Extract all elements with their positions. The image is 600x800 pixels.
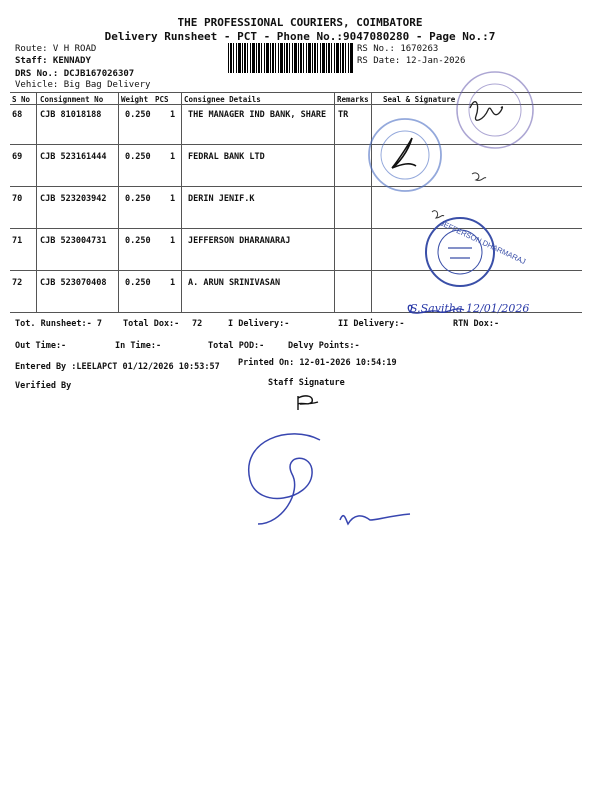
rs-date: RS Date: 12-Jan-2026 [357, 56, 466, 66]
verified-by: Verified By [15, 381, 72, 391]
row-pcs: 1 [170, 110, 176, 120]
signature-row-69 [392, 138, 416, 168]
signature-row-68 [470, 102, 502, 121]
row-pcs: 1 [170, 152, 176, 162]
staff-signature-label: Staff Signature [268, 378, 345, 388]
row-sno: 72 [12, 278, 23, 288]
row-consignee: THE MANAGER IND BANK, SHARE [188, 110, 327, 120]
row-pcs: 1 [170, 236, 176, 246]
row-consignee: JEFFERSON DHARANARAJ [188, 236, 291, 246]
col-header-remarks: Remarks [337, 95, 369, 104]
bank-seal-stamp [369, 119, 441, 191]
row-consignee: A. ARUN SRINIVASAN [188, 278, 281, 288]
row-weight: 0.250 [125, 236, 151, 246]
company-title: THE PROFESSIONAL COURIERS, COIMBATORE [177, 16, 423, 29]
drs-label: DRS No.: DCJB167026307 [15, 69, 135, 79]
rs-number: RS No.: 1670263 [357, 44, 439, 54]
row-remarks: TR [338, 110, 349, 120]
runsheet-subtitle: Delivery Runsheet - PCT - Phone No.:9047080280 - Page No.:7 [104, 30, 496, 43]
staff-label: Staff: KENNADY [15, 56, 91, 66]
col-header-consignment: Consignment No [40, 95, 104, 104]
row-consignee: FEDRAL BANK LTD [188, 152, 265, 162]
row-sno: 68 [12, 110, 23, 120]
staff-signature-scribble [249, 434, 410, 524]
row-sno: 71 [12, 236, 23, 246]
col-header-seal-signature: Seal & Signature [383, 95, 456, 104]
round-seal-stamp [457, 72, 533, 148]
row-consignee: DERIN JENIF.K [188, 194, 255, 204]
row-consignment: CJB 523161444 [40, 152, 107, 162]
col-header-weight: Weight [121, 95, 149, 104]
row-weight: 0.250 [125, 278, 151, 288]
row-consignment: CJB 523070408 [40, 278, 107, 288]
in-time: In Time:- [115, 341, 162, 351]
stamp-text: JEFFERSON DHARMARAJ [438, 218, 528, 267]
tot-runsheet: Tot. Runsheet:- 7 [15, 319, 102, 329]
col-header-consignee: Consignee Details [184, 95, 261, 104]
row-consignment: CJB 81018188 [40, 110, 102, 120]
col-header-pcs: PCS [155, 95, 169, 104]
i-delivery: I Delivery:- [228, 319, 290, 329]
row-weight: 0.250 [125, 152, 151, 162]
delvy-points: Delvy Points:- [288, 341, 360, 351]
row-sno: 69 [12, 152, 23, 162]
handwritten-note: S.Savitha 12/01/2026 [410, 302, 530, 315]
ii-delivery: II Delivery:- [338, 319, 405, 329]
row-sno: 70 [12, 194, 23, 204]
row-pcs: 1 [170, 194, 176, 204]
out-time: Out Time:- [15, 341, 67, 351]
rtn-dox: RTN Dox:- [453, 319, 500, 329]
total-dox-value: 72 [192, 319, 203, 329]
printed-on: Printed On: 12-01-2026 10:54:19 [238, 358, 397, 368]
total-pod: Total POD:- [208, 341, 265, 351]
route-label: Route: V H ROAD [15, 44, 97, 54]
row-pcs: 1 [170, 278, 176, 288]
col-header-sno: S No [12, 95, 31, 104]
row-consignment: CJB 523203942 [40, 194, 107, 204]
row-consignment: CJB 523004731 [40, 236, 107, 246]
mark-row-70 [432, 211, 444, 218]
vehicle-label: Vehicle: Big Bag Delivery [15, 80, 151, 90]
mark-row-69 [472, 173, 486, 181]
total-dox-label: Total Dox:- [123, 319, 180, 329]
entered-by: Entered By :LEELAPCT 01/12/2026 10:53:57 [15, 362, 220, 372]
row-weight: 0.250 [125, 110, 151, 120]
row-weight: 0.250 [125, 194, 151, 204]
staff-initials [298, 396, 318, 410]
